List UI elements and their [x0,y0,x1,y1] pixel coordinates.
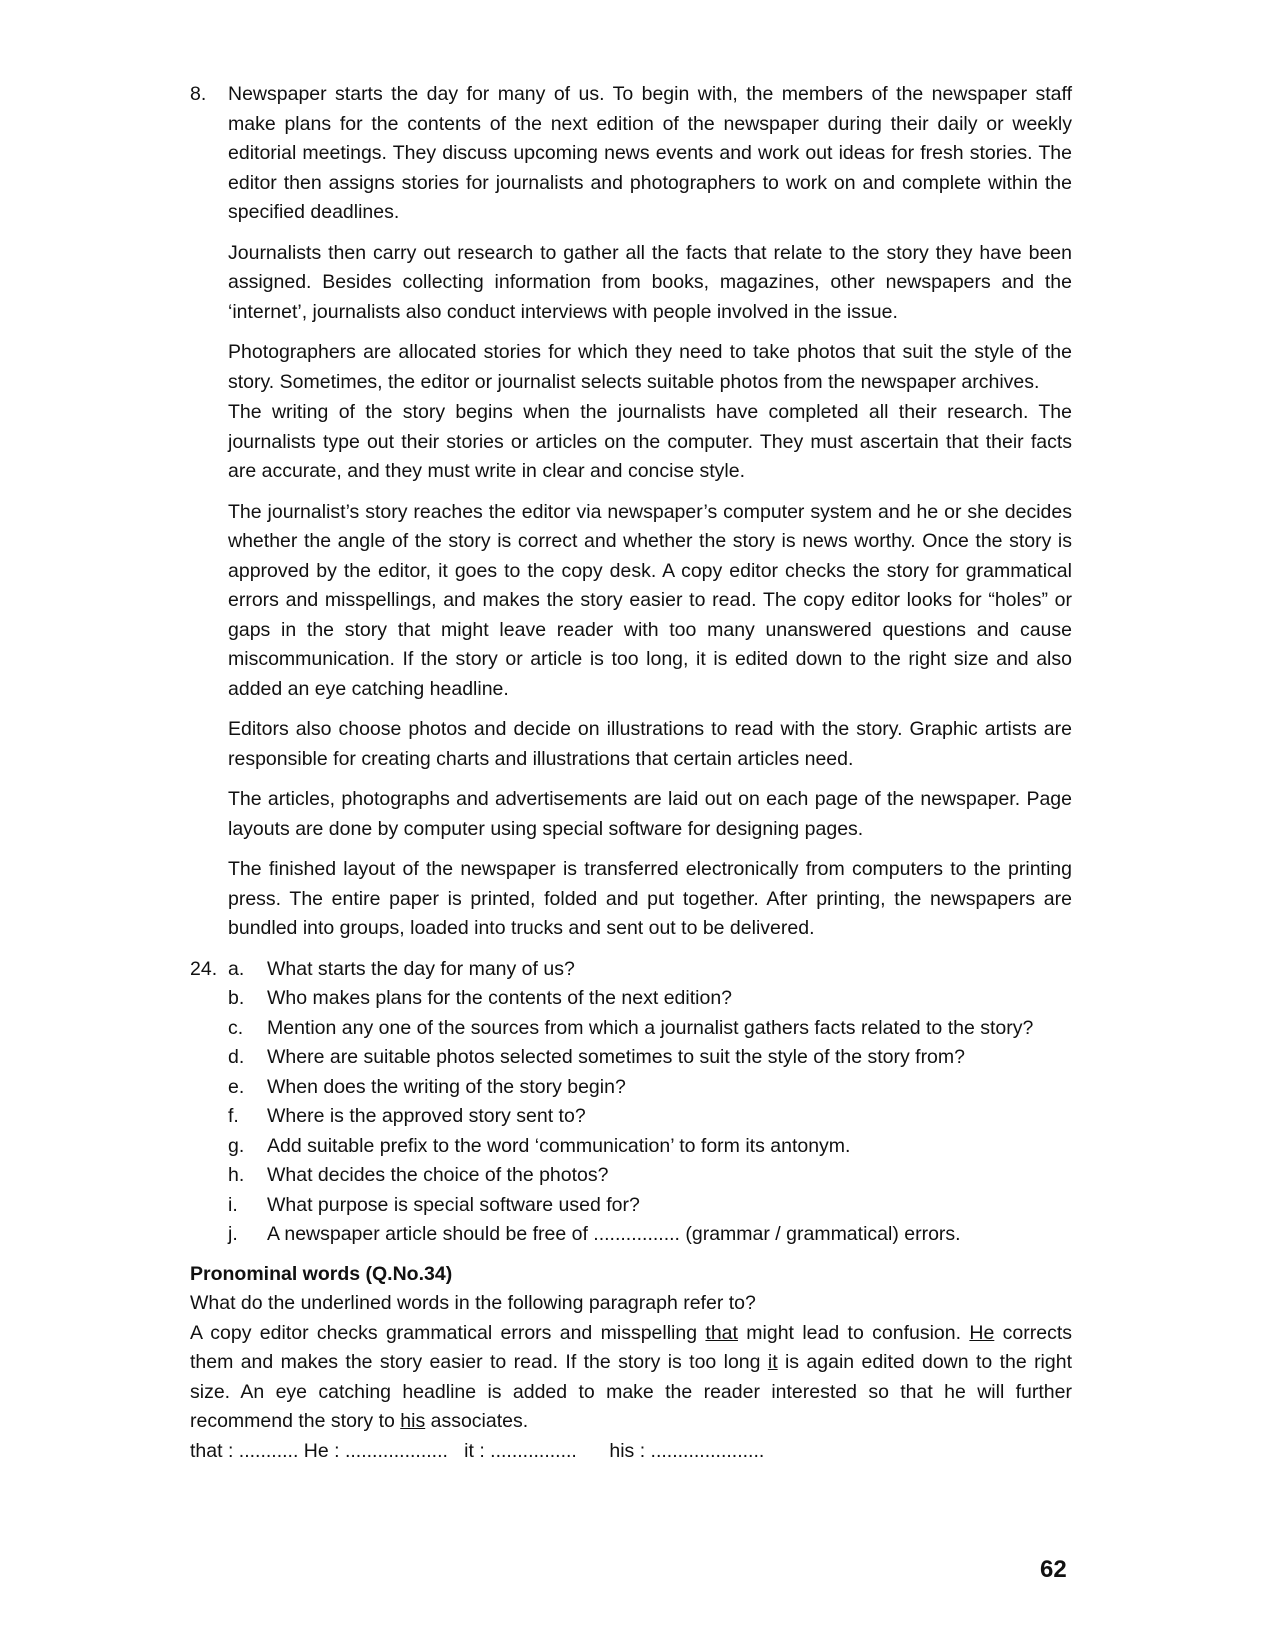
question-text: What purpose is special software used for? [267,1193,640,1216]
question-letter: e. [228,1075,245,1098]
passage-paragraph: The articles, photographs and advertisements are laid out on each page of the newspaper. Page layouts are done by computer using special software for designing pages. [228,788,1072,840]
underlined-word: He [969,1321,995,1344]
passage-paragraph: Editors also choose photos and decide on illustrations to read with the story. Graphic artists are responsible for creating charts and illustrations that certain articles need. [228,718,1072,770]
text-run: A copy editor checks grammatical errors and misspelling [190,1321,706,1344]
question-letter: h. [228,1164,245,1186]
question-text: Where is the approved story sent to? [267,1105,586,1127]
pronominal-paragraph [190,1319,1072,1437]
question-letter: b. [228,987,245,1009]
question-letter: d. [228,1046,245,1068]
text-run: is again edited down to the right size. An eye catching headline is added to make the reader interested so that he will further recommend the story to [190,1351,1072,1432]
question-text: A newspaper article should be free of ................ (grammar / grammatical) errors. [267,1223,961,1245]
item-number: 8. [190,83,207,105]
comprehension-passage [190,80,1072,944]
question-number: 24. [190,957,218,980]
question-item [228,1043,1072,1073]
underlined-word: his [400,1410,426,1432]
text-run: associates. [425,1410,529,1432]
question-text: Where are suitable photos selected sometimes to suit the style of the story from? [267,1046,965,1068]
question-item [228,1161,1072,1191]
question-item [228,955,1072,985]
passage-paragraph: The writing of the story begins when the journalists have completed all their research. The journalists type out their stories or articles on the computer. They must ascertain that their facts are accurate, and they must write in clear and concise style. [228,401,1072,482]
passage-paragraph: The journalist’s story reaches the editor via newspaper’s computer system and he or she decides whether the angle of the story is correct and whether the story is news worthy. Once the story is approved by the editor, it goes to the copy desk. A copy editor checks the story for grammatical errors and misspellings, and makes the story easier to read. The copy editor looks for “holes” or gaps in the story that might leave reader with too many unanswered questions and cause miscommunication. If the story or article is too long, it is edited down to the right size and also added an eye catching headline. [228,500,1072,700]
passage-paragraph: The finished layout of the newspaper is transferred electronically from computers to the printing press. The entire paper is printed, folded and put together. After printing, the newspapers are bundled into groups, loaded into trucks and sent out to be delivered. [228,858,1072,939]
question-letter: i. [228,1193,238,1216]
underlined-word: that [705,1321,738,1344]
section-title: Pronominal words (Q.No.34) [190,1262,453,1285]
question-text: Who makes plans for the contents of the next edition? [267,987,733,1009]
document-page [190,80,1072,1466]
question-item [228,1132,1072,1162]
section-instruction: What do the underlined words in the following paragraph refer to? [190,1292,756,1314]
passage-paragraph: Newspaper starts the day for many of us. To begin with, the members of the newspaper staff make plans for the contents of the next edition of the newspaper during their daily or weekly editorial meetings. They discuss upcoming news events and work out ideas for fresh stories. The editor then assigns stories for journalists and photographers to work on and complete within the specified deadlines. [228,83,1072,223]
question-text: What decides the choice of the photos? [267,1164,609,1186]
question-item [228,1191,1072,1221]
question-letter: j. [228,1223,238,1245]
passage-paragraph: Photographers are allocated stories for which they need to take photos that suit the style of the story. Sometimes, the editor or journalist selects suitable photos from the newspaper archives. [228,341,1072,393]
underlined-word: it [767,1351,778,1373]
text-run: might lead to confusion. [737,1321,970,1344]
question-text: When does the writing of the story begin? [267,1075,626,1098]
question-letter: c. [228,1016,244,1039]
question-item [228,1014,1072,1044]
question-letter: f. [228,1105,239,1127]
question-text: What starts the day for many of us? [267,957,575,980]
passage-paragraph: Journalists then carry out research to gather all the facts that relate to the story they have been assigned. Besides collecting information from books, magazines, other newspapers and the ‘internet’, journalists also conduct interviews with people involved in the issue. [228,241,1072,323]
question-item [228,1220,1072,1250]
question-letter: g. [228,1134,245,1157]
question-list [190,955,1072,1250]
page-number: 62 [1040,1556,1067,1583]
question-item [228,1073,1072,1103]
text-run: corrects them and makes the story easier to read. If the story is too long [190,1321,1072,1373]
answer-blanks: that : ........... He : ................... it : ................ his : ..................... [190,1439,765,1462]
question-item [228,984,1072,1014]
question-item [228,1102,1072,1132]
question-letter: a. [228,957,245,980]
question-text: Add suitable prefix to the word ‘communication’ to form its antonym. [267,1134,851,1157]
question-text: Mention any one of the sources from which a journalist gathers facts related to the story? [267,1016,1034,1039]
